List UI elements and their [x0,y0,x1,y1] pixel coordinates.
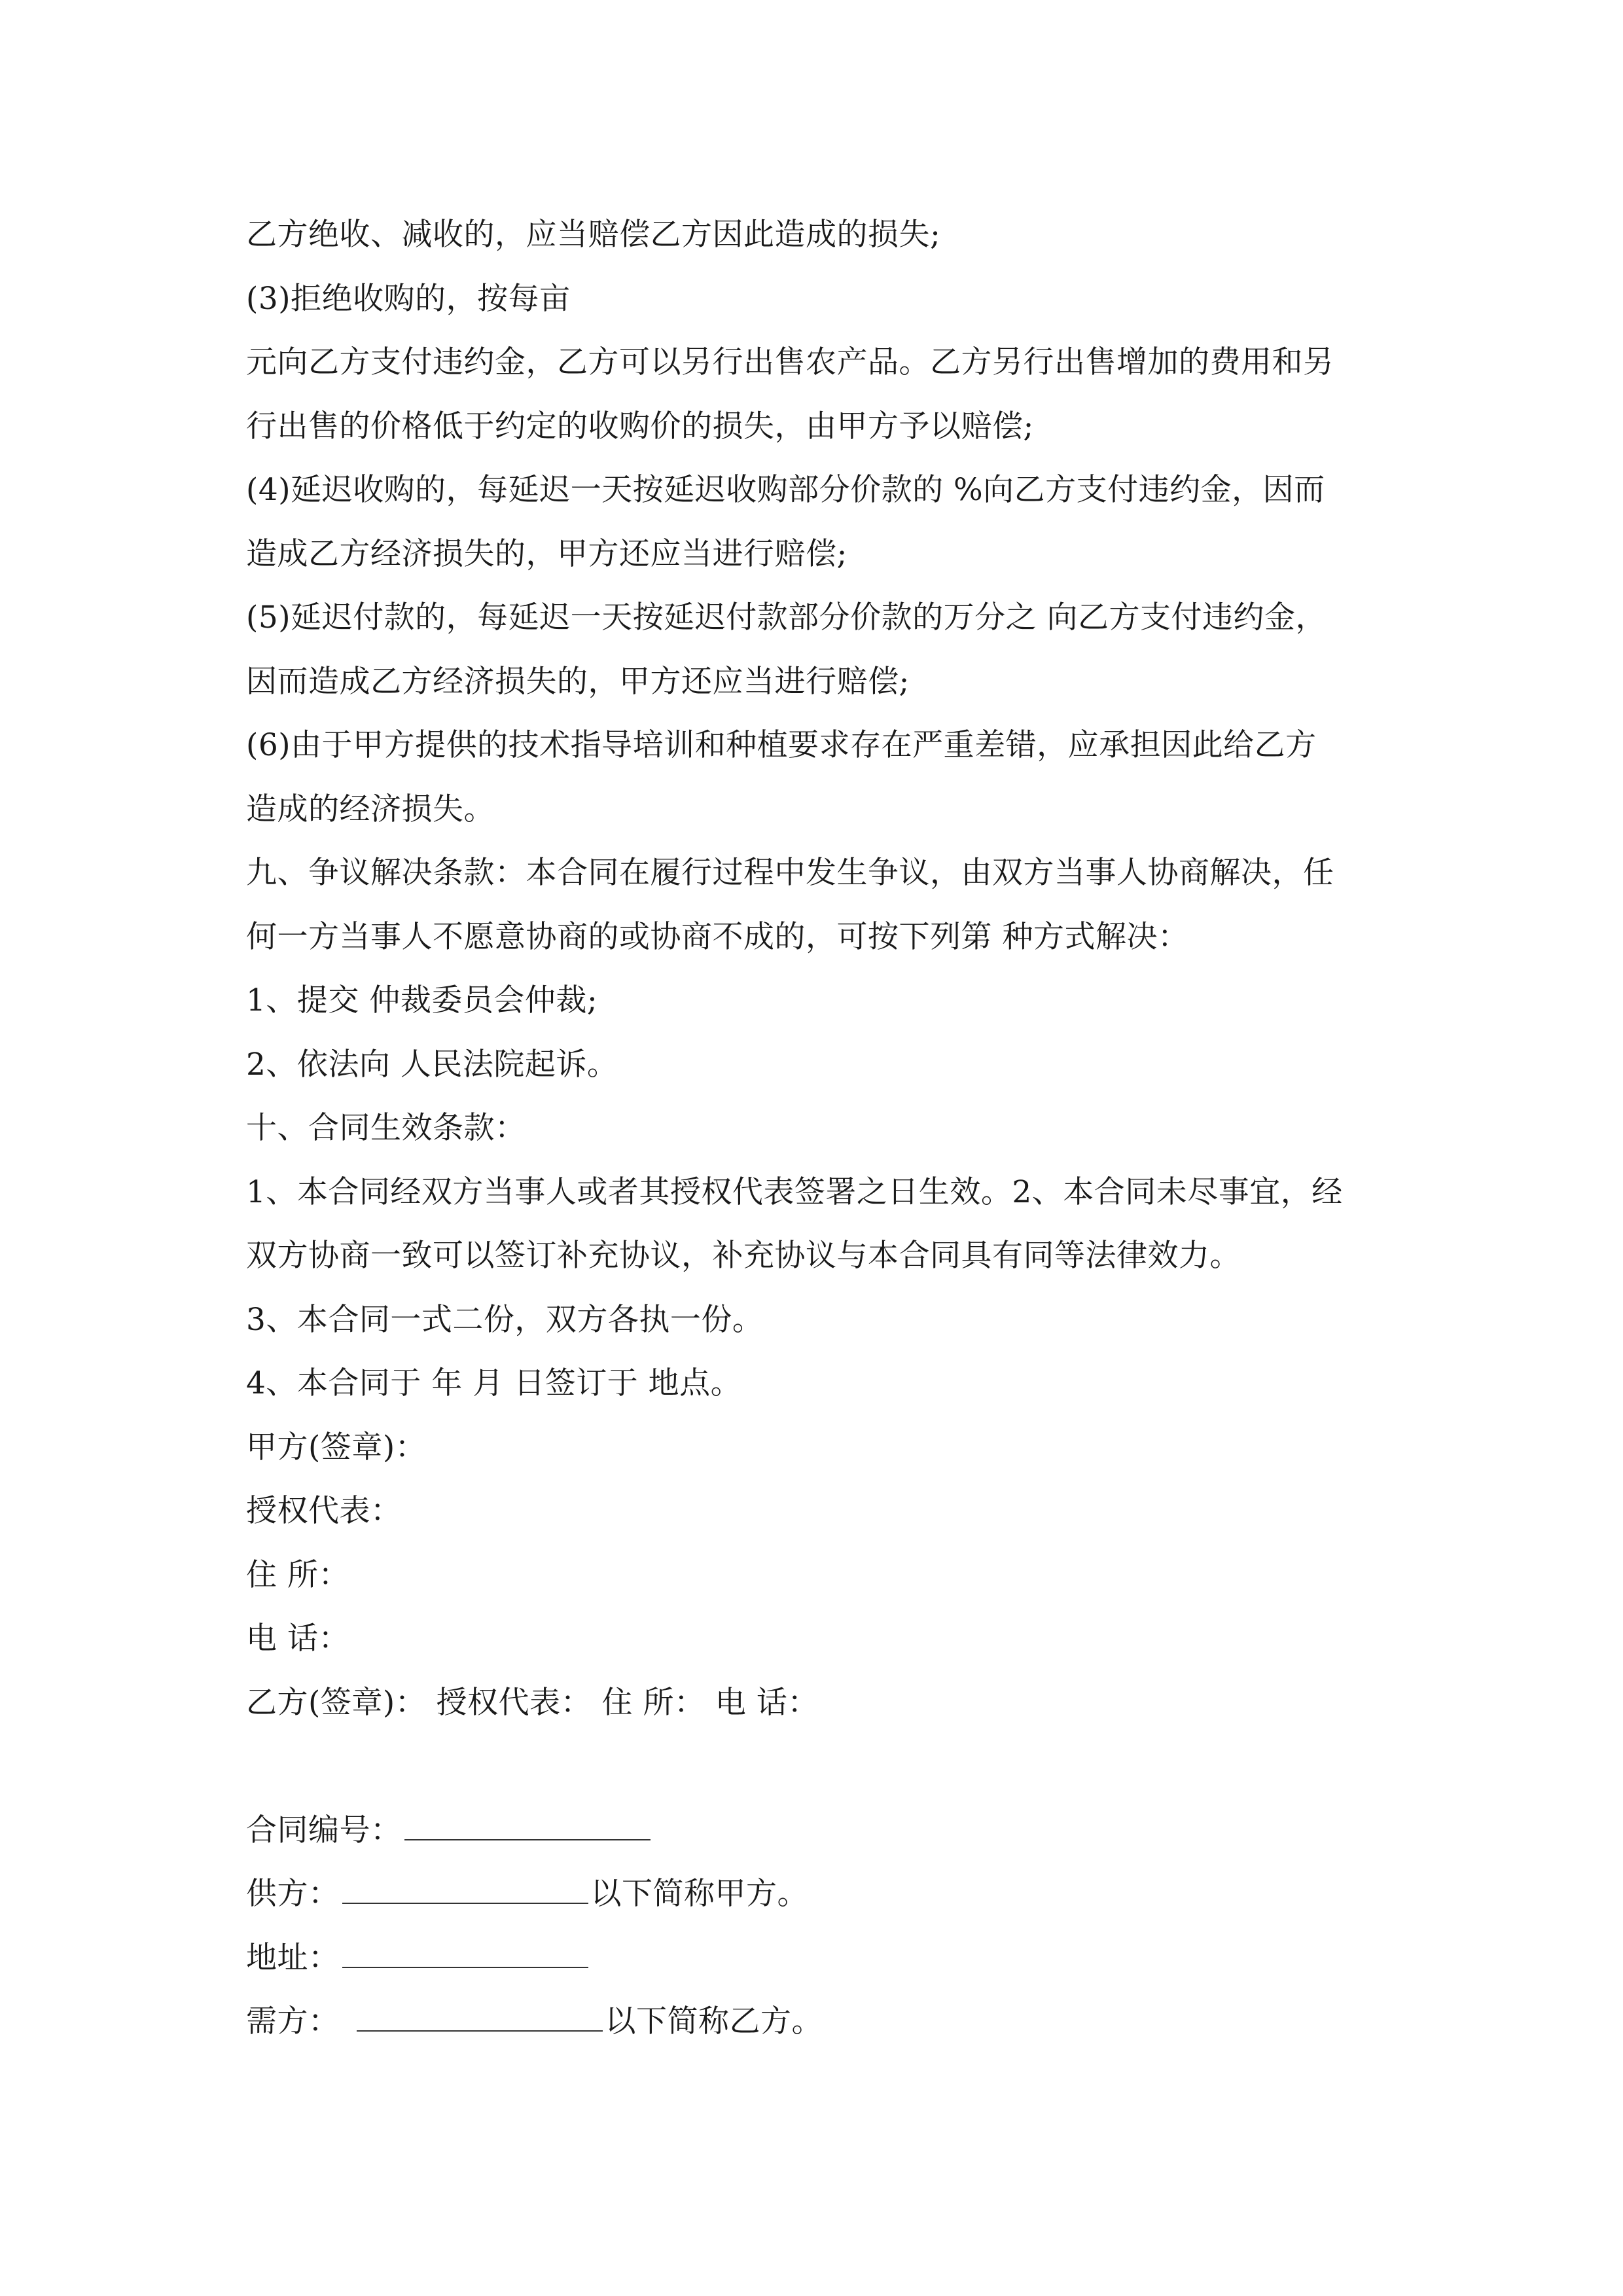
contract-number-label: 合同编号： [246,1812,402,1848]
text-line: 何一方当事人不愿意协商的或协商不成的，可按下列第 种方式解决： [246,918,1189,955]
text-line: (3)拒绝收购的，按每亩 [246,280,571,317]
text-line: 1、提交 仲裁委员会仲裁; [246,982,598,1018]
supplier-suffix: 以下简称甲方。 [590,1876,808,1912]
text-line: 3、本合同一式二份，双方各执一份。 [246,1301,764,1338]
text-line: 2、依法向 人民法院起诉。 [246,1046,618,1083]
text-line: 电 话： [246,1621,349,1657]
text-line: 造成乙方经济损失的，甲方还应当进行赔偿; [246,535,847,572]
buyer-blank[interactable] [357,1991,603,2032]
text-line: 乙方(签章)： 授权代表： 住 所： 电 话： [246,1684,819,1721]
text-line: (6)由于甲方提供的技术指导培训和种植要求存在严重差错，应承担因此给乙方 [246,727,1317,763]
text-line: 因而造成乙方经济损失的，甲方还应当进行赔偿; [246,663,910,700]
address-label: 地址： [246,1939,340,1976]
contract-number-row [246,1799,1385,1863]
supplier-label: 供方： [246,1876,340,1912]
supplier-blank[interactable] [342,1863,588,1904]
address-row [246,1926,1385,1990]
text-line: 1、本合同经双方当事人或者其授权代表签署之日生效。2、本合同未尽事宜，经 [246,1174,1343,1210]
supplier-row [246,1862,1385,1926]
address-blank[interactable] [342,1928,588,1968]
text-line: 行出售的价格低于约定的收购价的损失，由甲方予以赔偿; [246,408,1034,444]
buyer-suffix: 以下简称乙方。 [605,2003,823,2039]
contract-number-blank[interactable] [404,1800,651,1840]
text-line: 乙方绝收、减收的，应当赔偿乙方因此造成的损失; [246,217,941,253]
text-line: 十、合同生效条款： [246,1110,526,1146]
text-line: 住 所： [246,1556,349,1593]
section-gap [246,1734,1385,1799]
document-page [246,203,1385,2054]
text-line: 造成的经济损失。 [246,791,495,827]
text-line: 双方协商一致可以签订补充协议，补充协议与本合同具有同等法律效力。 [246,1238,1241,1274]
buyer-row [246,1990,1385,2054]
buyer-label: 需方： [246,2003,340,2039]
text-line: (5)延迟付款的，每延迟一天按延迟付款部分价款的万分之 向乙方支付违约金， [246,600,1327,636]
text-line: 九、争议解决条款：本合同在履行过程中发生争议，由双方当事人协商解决，任 [246,855,1334,891]
text-line: 4、本合同于 年 月 日签订于 地点。 [246,1365,742,1401]
text-line: 元向乙方支付违约金，乙方可以另行出售农产品。乙方另行出售增加的费用和另 [246,344,1334,380]
text-line: 甲方(签章)： [246,1429,427,1465]
text-line: 授权代表： [246,1493,402,1529]
text-line: (4)延迟收购的，每延迟一天按延迟收购部分价款的 %向乙方支付违约金，因而 [246,472,1325,508]
